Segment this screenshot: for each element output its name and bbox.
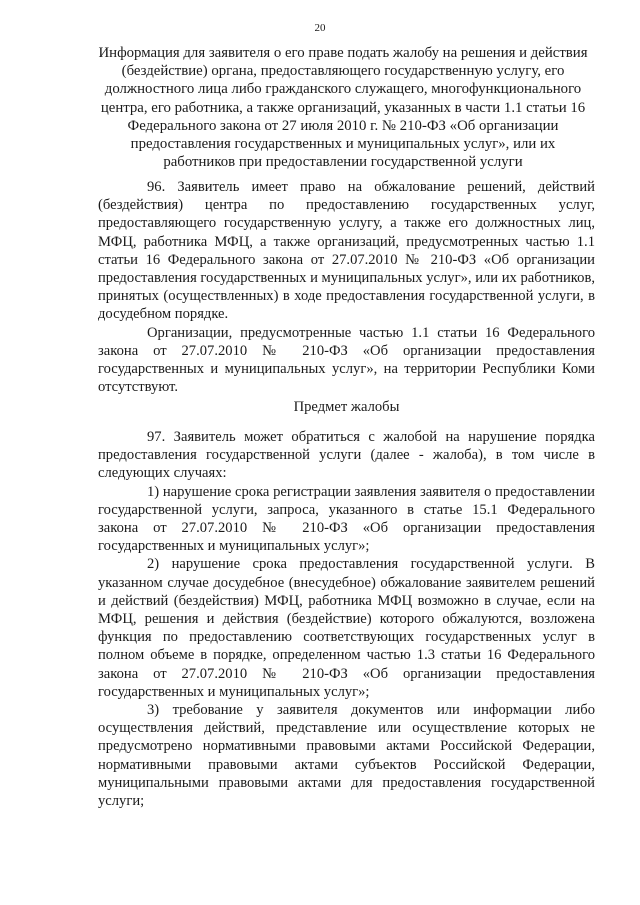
list-item-1: 1) нарушение срока регистрации заявления заявителя о предоставлении государственной услуги, запроса, указанного в статье 15.1 Федерального закона от 27.07.2010 № 210-ФЗ «Об организации предоставления государственных и муниципальных услуг»; [98,483,595,555]
heading-line: (бездействие) органа, предоставляющего государственную услугу, его [121,63,565,80]
section-heading [98,44,588,171]
page-number: 20 [314,22,326,34]
paragraph-96: 96. Заявитель имеет право на обжалование решений, действий (бездействия) центра по предоставлению государственных услуг, предоставляющего государственную услугу, а также его должностных лиц, МФЦ, работника МФЦ, а также организаций, предусмотренных частью 1.1 статьи 16 Федерального закона от 27.07.2010 № 210-ФЗ «Об организации предоставления государственных и муниципальных услуг», или их работников, принятых (осуществленных) в ходе предоставления государственной услуги, в досудебном порядке. [98,179,595,323]
subsection-title: Предмет жалобы [293,399,400,415]
heading-line: работников при предоставлении государственной услуги [163,154,523,171]
heading-line: центра, его работника, а также организаций, указанных в части 1.1 статьи 16 [100,99,586,116]
heading-line: Федерального закона от 27 июля 2010 г. № 210-ФЗ «Об организации [127,117,559,134]
list-item-3: 3) требование у заявителя документов или информации либо осуществления действий, представление или осуществление которых не предусмотрено нормативными правовыми актами Российской Федерации, нормативными правовыми актами субъектов Российской Федерации, муниципальными правовыми актами для предоставления государственной услуги; [98,702,595,810]
paragraph-97: 97. Заявитель может обратиться с жалобой на нарушение порядка предоставления государственной услуги (далее - жалоба), в том числе в следующих случаях: [98,429,595,482]
heading-line: предоставления государственных и муниципальных услуг», или их [130,136,556,153]
paragraph-group-97 [98,428,595,810]
list-item-2: 2) нарушение срока предоставления государственной услуги. В указанном случае досудебное (внесудебное) обжалование заявителем решений и действий (бездействия) МФЦ, работника МФЦ возможно в случае, если на МФЦ, решения и действия (бездействие) которого обжалуются, возложена функция по предоставлению соответствующих государственных услуг в полном объеме в порядке, определенном частью 1.3 статьи 16 Федерального закона от 27.07.2010 № 210-ФЗ «Об организации предоставления государственных и муниципальных услуг»; [98,556,595,700]
heading-line: Информация для заявителя о его праве подать жалобу на решения и действия [98,45,588,61]
heading-line: должностного лица либо гражданского служащего, многофункционального [104,81,582,98]
paragraph-96-organizations: Организации, предусмотренные частью 1.1 статьи 16 Федерального закона от 27.07.2010 № 210-ФЗ «Об организации предоставления государственных и муниципальных услуг», на территории Республики Коми отсутствуют. [98,324,595,396]
paragraph-group-96 [98,178,595,396]
